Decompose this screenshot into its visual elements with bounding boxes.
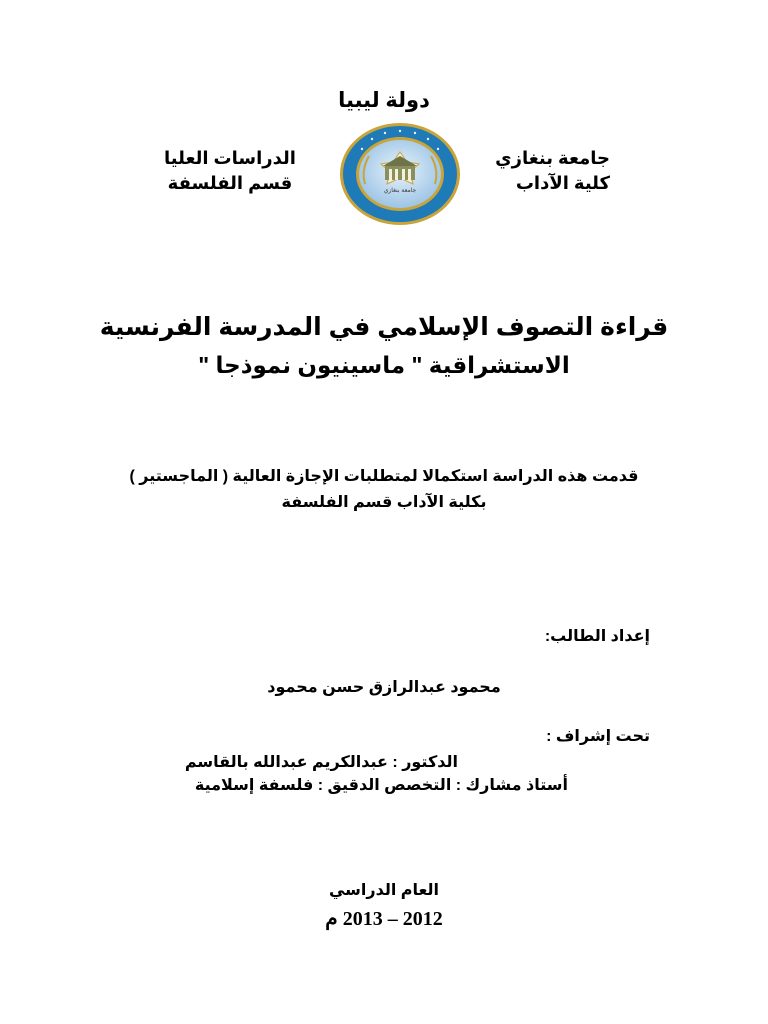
university-seal-icon: [339, 122, 461, 226]
supervision-label: تحت إشراف :: [546, 728, 650, 745]
prepared-by-label: إعداد الطالب:: [544, 628, 650, 645]
graduate-studies-label: الدراسات العليا: [164, 148, 296, 168]
university-block: [495, 146, 610, 196]
graduate-studies-block: [160, 146, 300, 196]
submission-statement-line2: بكلية الآداب قسم الفلسفة: [281, 494, 487, 511]
submission-statement-line1: قدمت هذه الدراسة استكمالا لمتطلبات الإجازة العالية ( الماجستير ): [129, 468, 639, 485]
faculty-name: كلية الآداب: [515, 173, 610, 193]
university-name: جامعة بنغازي: [495, 148, 610, 168]
supervisor-title: أستاذ مشارك : التخصص الدقيق : فلسفة إسلامية: [194, 777, 568, 794]
student-name: محمود عبدالرازق حسن محمود: [267, 679, 501, 696]
thesis-title-line2: الاستشراقية " ماسينيون نموذجا ": [198, 352, 570, 378]
academic-year-label: العام الدراسي: [328, 882, 440, 899]
seal-caption: جامعة بنغازي: [383, 187, 417, 194]
academic-year-value: 2012 – 2013 م: [325, 908, 443, 930]
country-heading: دولة ليبيا: [338, 89, 430, 112]
supervisor-name: الدكتور : عبدالكريم عبدالله بالقاسم: [184, 754, 458, 771]
thesis-title-line1: قراءة التصوف الإسلامي في المدرسة الفرنسية: [99, 313, 669, 341]
department-name: قسم الفلسفة: [167, 173, 293, 193]
